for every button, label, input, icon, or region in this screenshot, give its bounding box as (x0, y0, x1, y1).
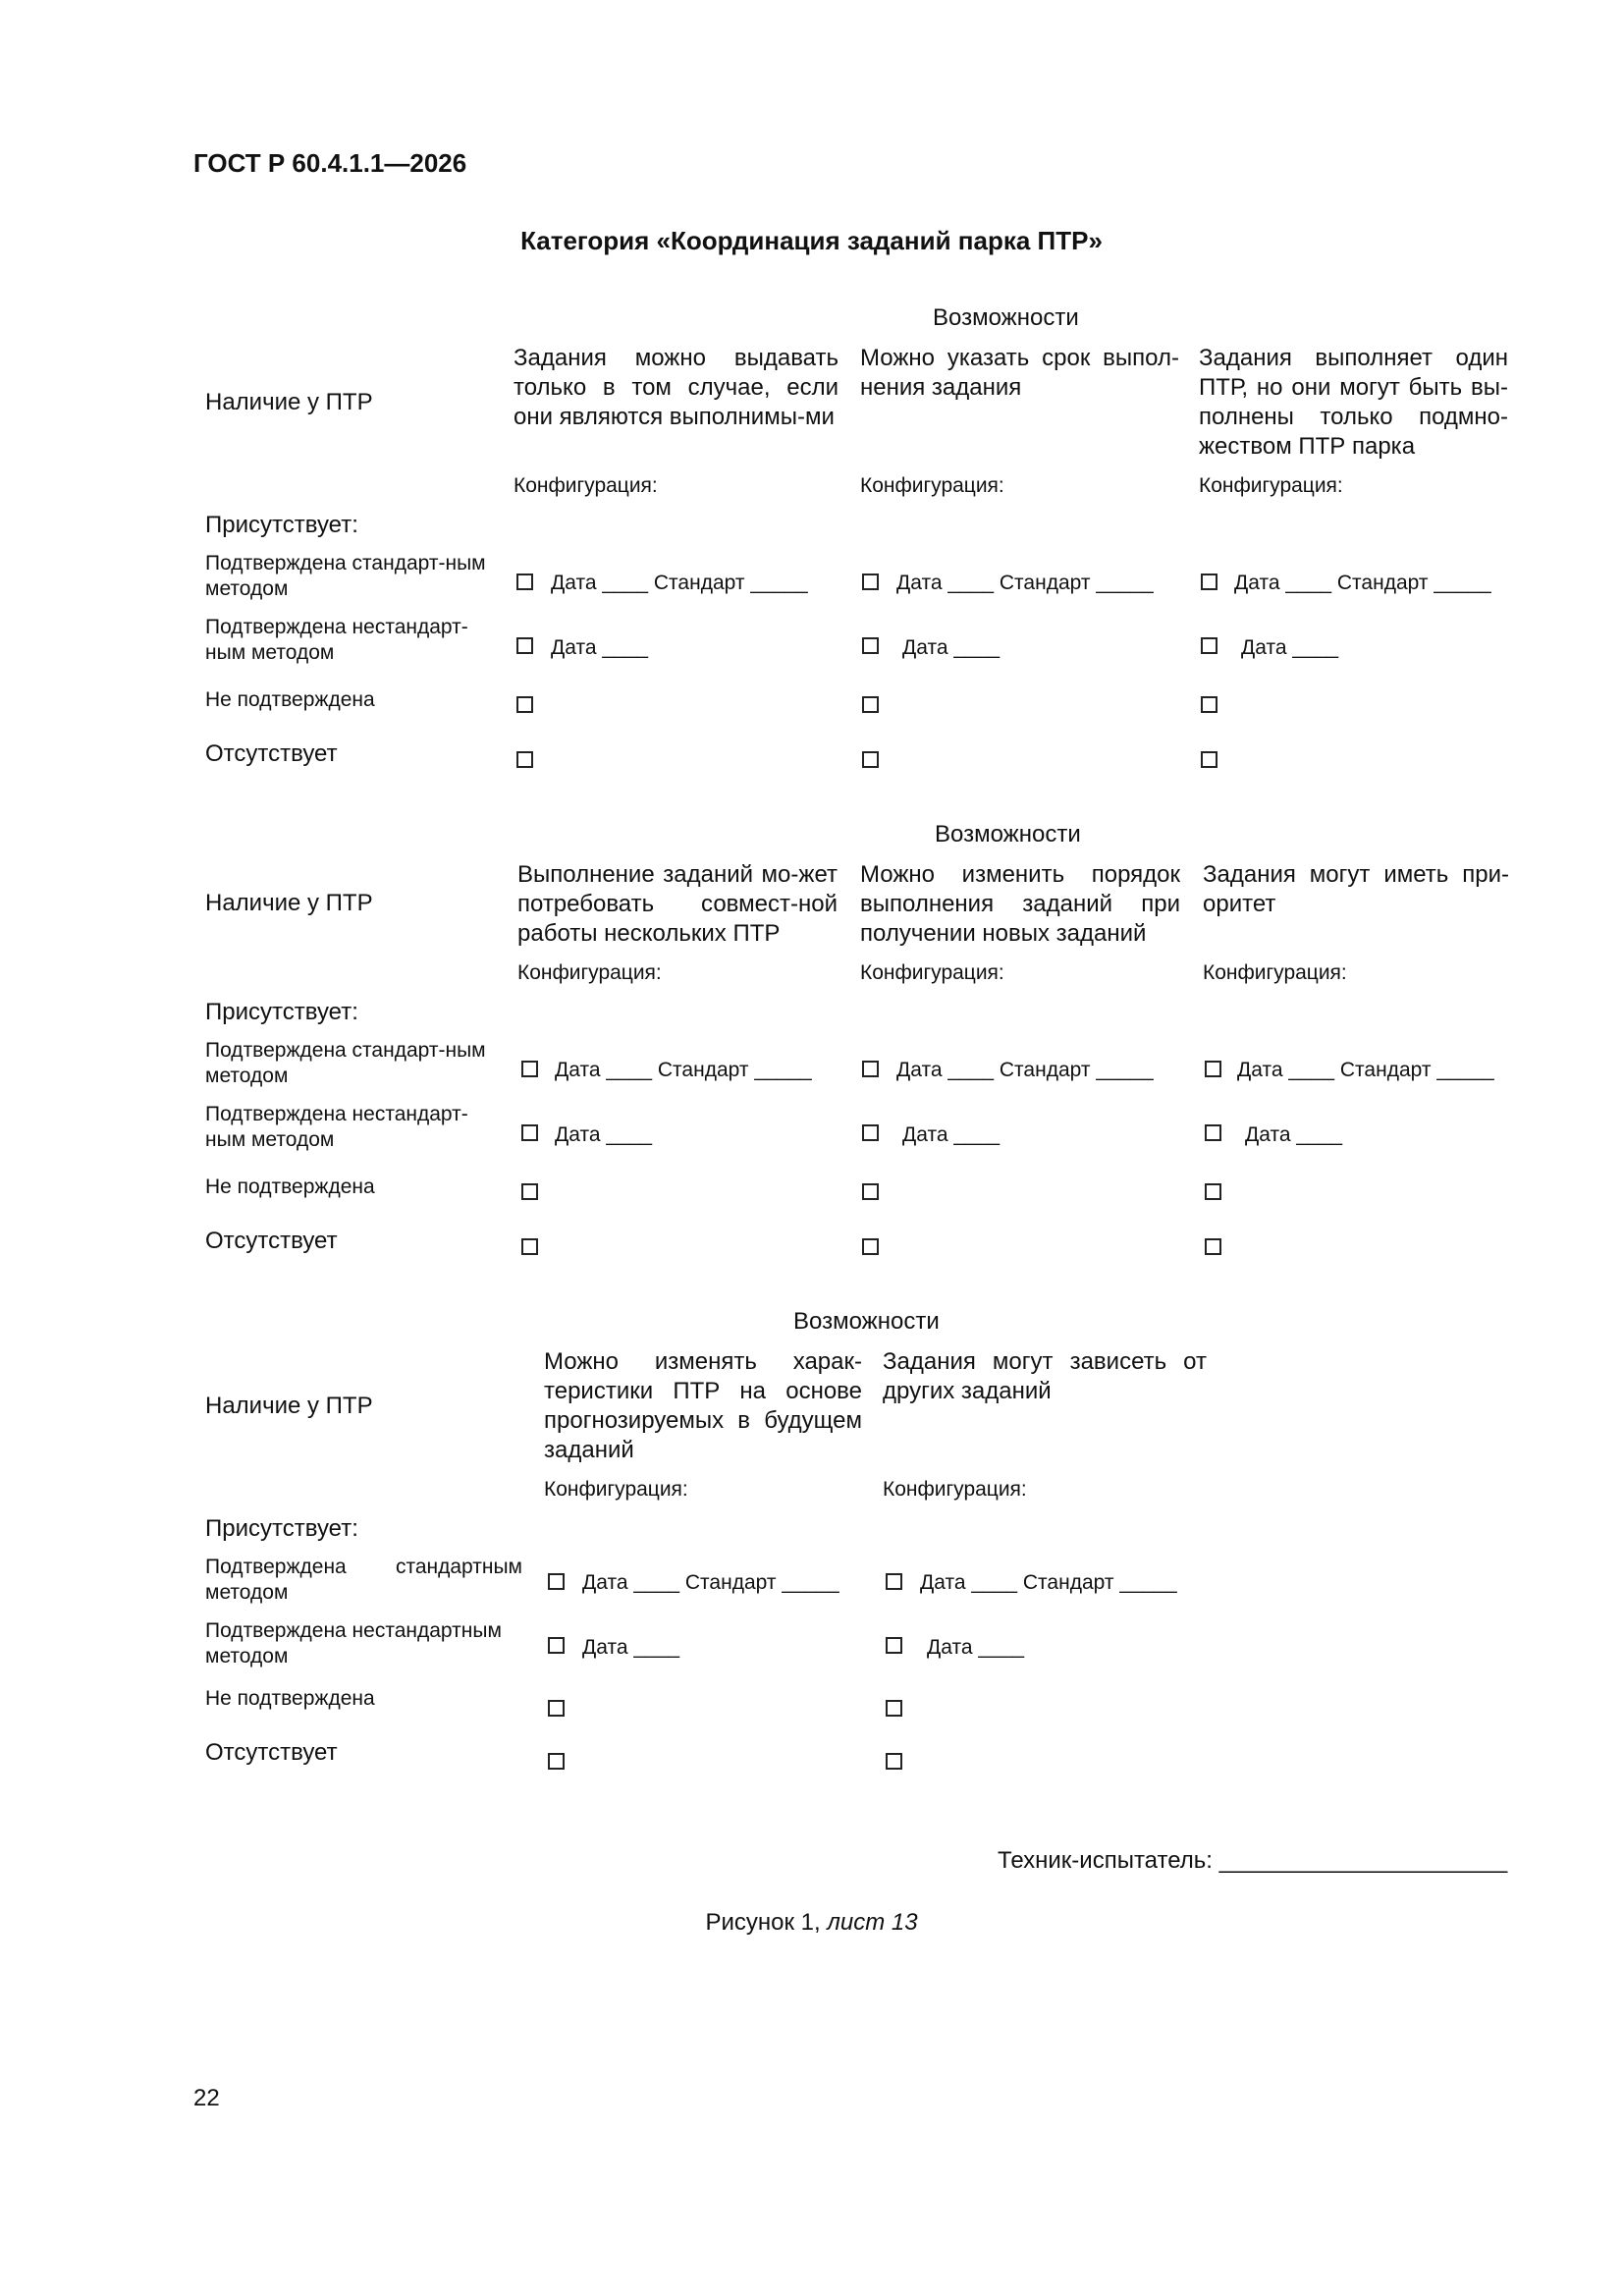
presence-label: Наличие у ПТР (205, 1393, 373, 1419)
confirmed-standard-label: Подтверждена стандарт-ным методом (205, 1039, 486, 1087)
present-label: Присутствует: (205, 999, 358, 1025)
checkbox-absent[interactable] (516, 751, 533, 768)
configuration-label: Конфигурация: (860, 474, 1004, 497)
absent-label: Отсутствует (205, 740, 338, 767)
capability-description: Можно указать срок выпол-нения задания (860, 345, 1179, 401)
date-standard-field[interactable]: Дата ____ Стандарт _____ (1237, 1059, 1494, 1081)
configuration-label: Конфигурация: (1203, 961, 1347, 984)
checkbox-not-confirmed[interactable] (516, 696, 533, 713)
checkbox-confirmed-standard[interactable] (886, 1573, 902, 1590)
checkbox-not-confirmed[interactable] (862, 1183, 879, 1200)
date-field[interactable]: Дата ____ (1241, 636, 1339, 659)
configuration-label: Конфигурация: (1199, 474, 1343, 497)
document-code: ГОСТ Р 60.4.1.1—2026 (193, 148, 467, 178)
checkbox-not-confirmed[interactable] (521, 1183, 538, 1200)
date-standard-field[interactable]: Дата ____ Стандарт _____ (582, 1571, 839, 1594)
checkbox-confirmed-standard[interactable] (516, 574, 533, 590)
checkbox-not-confirmed[interactable] (886, 1700, 902, 1717)
date-field[interactable]: Дата ____ (902, 636, 1001, 659)
checkbox-confirmed-standard[interactable] (1205, 1061, 1221, 1077)
checkbox-confirmed-nonstandard[interactable] (862, 637, 879, 654)
confirmed-standard-label: Подтверждена стандартным методом (205, 1556, 522, 1604)
checkbox-not-confirmed[interactable] (548, 1700, 565, 1717)
capabilities-heading: Возможности (933, 304, 1079, 331)
date-standard-field[interactable]: Дата ____ Стандарт _____ (896, 1059, 1154, 1081)
checkbox-confirmed-standard[interactable] (1201, 574, 1217, 590)
checkbox-not-confirmed[interactable] (1201, 696, 1217, 713)
checkbox-confirmed-nonstandard[interactable] (886, 1637, 902, 1654)
checkbox-absent[interactable] (886, 1753, 902, 1770)
configuration-label: Конфигурация: (514, 474, 658, 497)
confirmed-nonstandard-label: Подтверждена нестандарт-ным методом (205, 616, 468, 664)
checkbox-confirmed-standard[interactable] (862, 574, 879, 590)
date-standard-field[interactable]: Дата ____ Стандарт _____ (896, 572, 1154, 594)
checkbox-confirmed-nonstandard[interactable] (1201, 637, 1217, 654)
absent-label: Отсутствует (205, 1739, 338, 1766)
absent-label: Отсутствует (205, 1228, 338, 1254)
configuration-label: Конфигурация: (544, 1478, 688, 1501)
checkbox-absent[interactable] (521, 1238, 538, 1255)
presence-label: Наличие у ПТР (205, 389, 373, 415)
capability-description: Можно изменять харак-теристики ПТР на основе прогнозируемых в будущем заданий (544, 1348, 862, 1463)
checkbox-absent[interactable] (862, 751, 879, 768)
figure-caption (0, 1909, 1623, 1937)
capability-description: Задания можно выдавать только в том случае, если они являются выполнимы-ми (514, 345, 839, 430)
date-field[interactable]: Дата ____ (927, 1636, 1025, 1659)
date-field[interactable]: Дата ____ (1245, 1123, 1343, 1146)
capabilities-heading: Возможности (935, 821, 1081, 847)
not-confirmed-label: Не подтверждена (205, 1687, 375, 1710)
checkbox-absent[interactable] (1201, 751, 1217, 768)
capability-description: Задания могут зависеть от других заданий (883, 1348, 1207, 1404)
date-standard-field[interactable]: Дата ____ Стандарт _____ (551, 572, 808, 594)
checkbox-not-confirmed[interactable] (1205, 1183, 1221, 1200)
capability-description: Задания выполняет один ПТР, но они могут быть вы-полнены только подмно-жеством ПТР парка (1199, 345, 1508, 460)
date-standard-field[interactable]: Дата ____ Стандарт _____ (1234, 572, 1491, 594)
not-confirmed-label: Не подтверждена (205, 688, 375, 711)
checkbox-confirmed-standard[interactable] (521, 1061, 538, 1077)
capability-description: Задания могут иметь при-оритет (1203, 861, 1509, 917)
tester-signature-line[interactable]: Техник-испытатель: ______________________ (998, 1847, 1508, 1874)
checkbox-confirmed-standard[interactable] (862, 1061, 879, 1077)
present-label: Присутствует: (205, 512, 358, 538)
presence-label: Наличие у ПТР (205, 890, 373, 916)
date-standard-field[interactable]: Дата ____ Стандарт _____ (555, 1059, 812, 1081)
configuration-label: Конфигурация: (860, 961, 1004, 984)
present-label: Присутствует: (205, 1515, 358, 1542)
configuration-label: Конфигурация: (883, 1478, 1027, 1501)
capabilities-heading: Возможности (793, 1308, 940, 1335)
date-field[interactable]: Дата ____ (551, 636, 649, 659)
checkbox-confirmed-standard[interactable] (548, 1573, 565, 1590)
checkbox-absent[interactable] (548, 1753, 565, 1770)
capability-description: Можно изменить порядок выполнения заданий при получении новых заданий (860, 861, 1180, 947)
checkbox-confirmed-nonstandard[interactable] (862, 1124, 879, 1141)
confirmed-nonstandard-label: Подтверждена нестандарт-ным методом (205, 1103, 468, 1151)
checkbox-confirmed-nonstandard[interactable] (521, 1124, 538, 1141)
confirmed-standard-label: Подтверждена стандарт-ным методом (205, 552, 486, 600)
confirmed-nonstandard-label: Подтверждена нестандартным методом (205, 1619, 502, 1667)
checkbox-not-confirmed[interactable] (862, 696, 879, 713)
page-number: 22 (193, 2085, 220, 2111)
figure-label: Рисунок 1, (705, 1909, 821, 1936)
date-field[interactable]: Дата ____ (902, 1123, 1001, 1146)
sheet-label: лист 13 (827, 1909, 918, 1936)
date-standard-field[interactable]: Дата ____ Стандарт _____ (920, 1571, 1177, 1594)
checkbox-confirmed-nonstandard[interactable] (1205, 1124, 1221, 1141)
capability-description: Выполнение заданий мо-жет потребовать совмест-ной работы нескольких ПТР (517, 861, 838, 947)
not-confirmed-label: Не подтверждена (205, 1175, 375, 1198)
configuration-label: Конфигурация: (517, 961, 662, 984)
checkbox-absent[interactable] (1205, 1238, 1221, 1255)
date-field[interactable]: Дата ____ (555, 1123, 653, 1146)
checkbox-absent[interactable] (862, 1238, 879, 1255)
date-field[interactable]: Дата ____ (582, 1636, 680, 1659)
checkbox-confirmed-nonstandard[interactable] (548, 1637, 565, 1654)
category-title: Категория «Координация заданий парка ПТР» (520, 226, 1103, 255)
checkbox-confirmed-nonstandard[interactable] (516, 637, 533, 654)
